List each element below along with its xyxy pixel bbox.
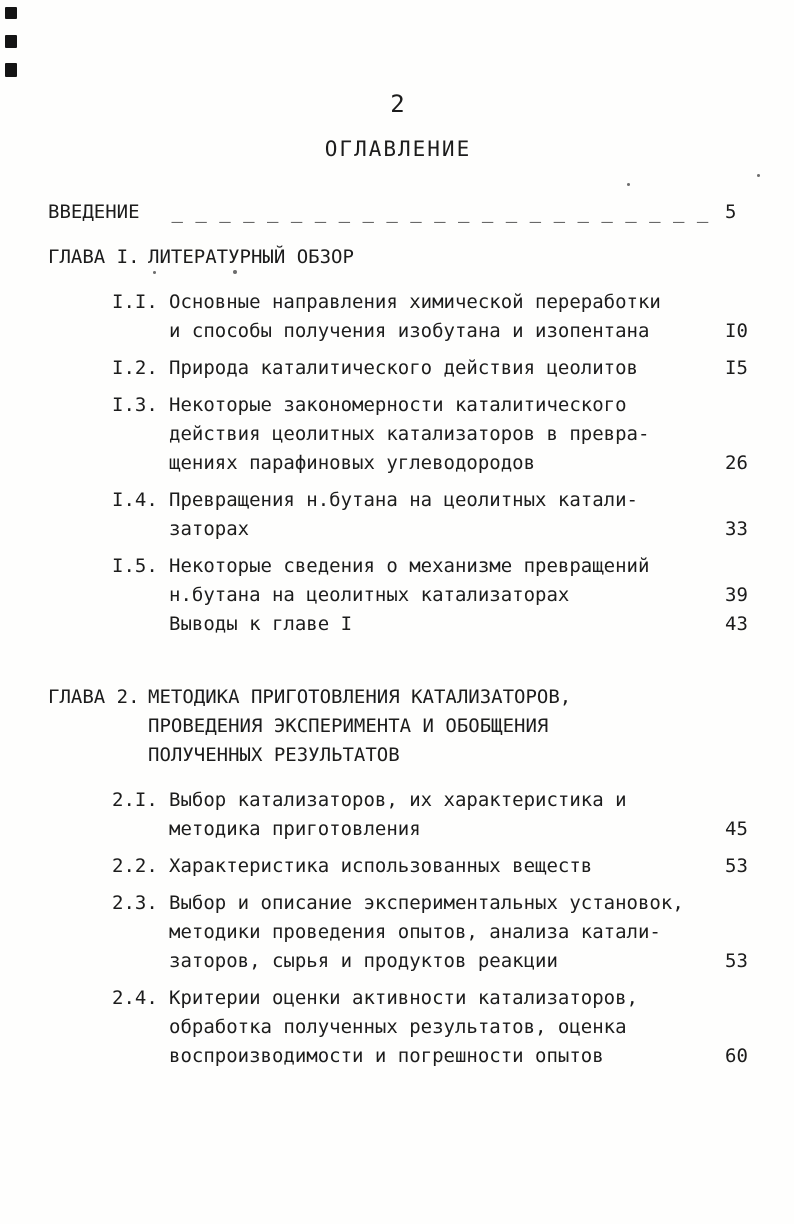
- entry-line: заторах: [169, 518, 250, 540]
- entry-line: Некоторые закономерности каталитического: [169, 394, 627, 416]
- entry-number: 2.4.: [112, 987, 158, 1009]
- entry-line: Критерии оценки активности катализаторов,: [169, 987, 638, 1009]
- entry-line: обработка полученных результатов, оценка: [169, 1016, 627, 1038]
- entry-line: методики проведения опытов, анализа катали-: [169, 921, 661, 943]
- toc-entry-1-3: [112, 391, 748, 478]
- entry-line: Превращения н.бутана на цеолитных катали-: [169, 489, 638, 511]
- entry-page: I5: [725, 357, 748, 379]
- toc-entry-2-3: [112, 889, 748, 976]
- entry-page: I0: [725, 320, 748, 342]
- entry-number: I.4.: [112, 489, 158, 511]
- toc-chapter-2-heading: [48, 683, 748, 770]
- entry-number: I.5.: [112, 555, 158, 577]
- toc-entry-label: ВВЕДЕНИЕ: [48, 201, 140, 223]
- entry-line: действия цеолитных катализаторов в превра-: [169, 423, 650, 445]
- entry-line: методика приготовления: [169, 818, 421, 840]
- entry-page: 53: [725, 950, 748, 972]
- entry-line: Природа каталитического действия цеолитов: [169, 357, 638, 379]
- entry-page: 26: [725, 452, 748, 474]
- entry-line: Выводы к главе I: [169, 613, 353, 635]
- entry-line: н.бутана на цеолитных катализаторах: [169, 584, 570, 606]
- chapter-title-line: ПРОВЕДЕНИЯ ЭКСПЕРИМЕНТА И ОБОБЩЕНИЯ: [148, 715, 549, 737]
- entry-line: и способы получения изобутана и изопентана: [169, 320, 650, 342]
- dot-leader: _ _ _ _ _ _ _ _ _ _ _ _ _ _ _ _ _ _ _ _ _ _ _: [171, 201, 709, 223]
- entry-number: 2.2.: [112, 855, 158, 877]
- toc-entry-1-1: [112, 288, 748, 346]
- entry-line: Основные направления химической переработки: [169, 291, 661, 313]
- entry-line: Выбор и описание экспериментальных установок,: [169, 892, 684, 914]
- toc-entry-2-1: [112, 786, 748, 844]
- chapter-title-line: ПОЛУЧЕННЫХ РЕЗУЛЬТАТОВ: [148, 744, 400, 766]
- toc-entry-1-2: [112, 354, 748, 383]
- toc-entry-1-4: [112, 486, 748, 544]
- entry-page: 39: [725, 584, 748, 606]
- toc-entry-page: 5: [725, 201, 737, 223]
- entry-page: 45: [725, 818, 748, 840]
- entry-number: I.2.: [112, 357, 158, 379]
- entry-number: 2.3.: [112, 892, 158, 914]
- entry-line: Некоторые сведения о механизме превращений: [169, 555, 650, 577]
- entry-page: 33: [725, 518, 748, 540]
- toc-entry-2-4: [112, 984, 748, 1071]
- toc-chapter-1-heading: [48, 243, 748, 272]
- chapter-title-line: МЕТОДИКА ПРИГОТОВЛЕНИЯ КАТАЛИЗАТОРОВ,: [148, 686, 572, 708]
- toc-entry-introduction: [48, 198, 748, 227]
- toc-entry-2-2: [112, 852, 748, 881]
- page-number: 2: [390, 90, 406, 118]
- entry-page: 60: [725, 1045, 748, 1067]
- entry-number: 2.I.: [112, 789, 158, 811]
- chapter-number: ГЛАВА 2.: [48, 686, 140, 708]
- entry-line: воспроизводимости и погрешности опытов: [169, 1045, 604, 1067]
- chapter-title-line: ЛИТЕРАТУРНЫЙ ОБЗОР: [148, 246, 354, 268]
- page-title: ОГЛАВЛЕНИЕ: [324, 137, 472, 161]
- entry-line: щениях парафиновых углеводородов: [169, 452, 536, 474]
- entry-number: I.I.: [112, 291, 158, 313]
- chapter-number: ГЛАВА I.: [48, 246, 140, 268]
- entry-number: I.3.: [112, 394, 158, 416]
- entry-page: 53: [725, 855, 748, 877]
- toc-entry-conclusions-1: [112, 610, 748, 639]
- entry-page: 43: [725, 613, 748, 635]
- toc-entry-1-5: [112, 552, 748, 610]
- entry-line: заторов, сырья и продуктов реакции: [169, 950, 558, 972]
- entry-line: Характеристика использованных веществ: [169, 855, 593, 877]
- entry-line: Выбор катализаторов, их характеристика и: [169, 789, 627, 811]
